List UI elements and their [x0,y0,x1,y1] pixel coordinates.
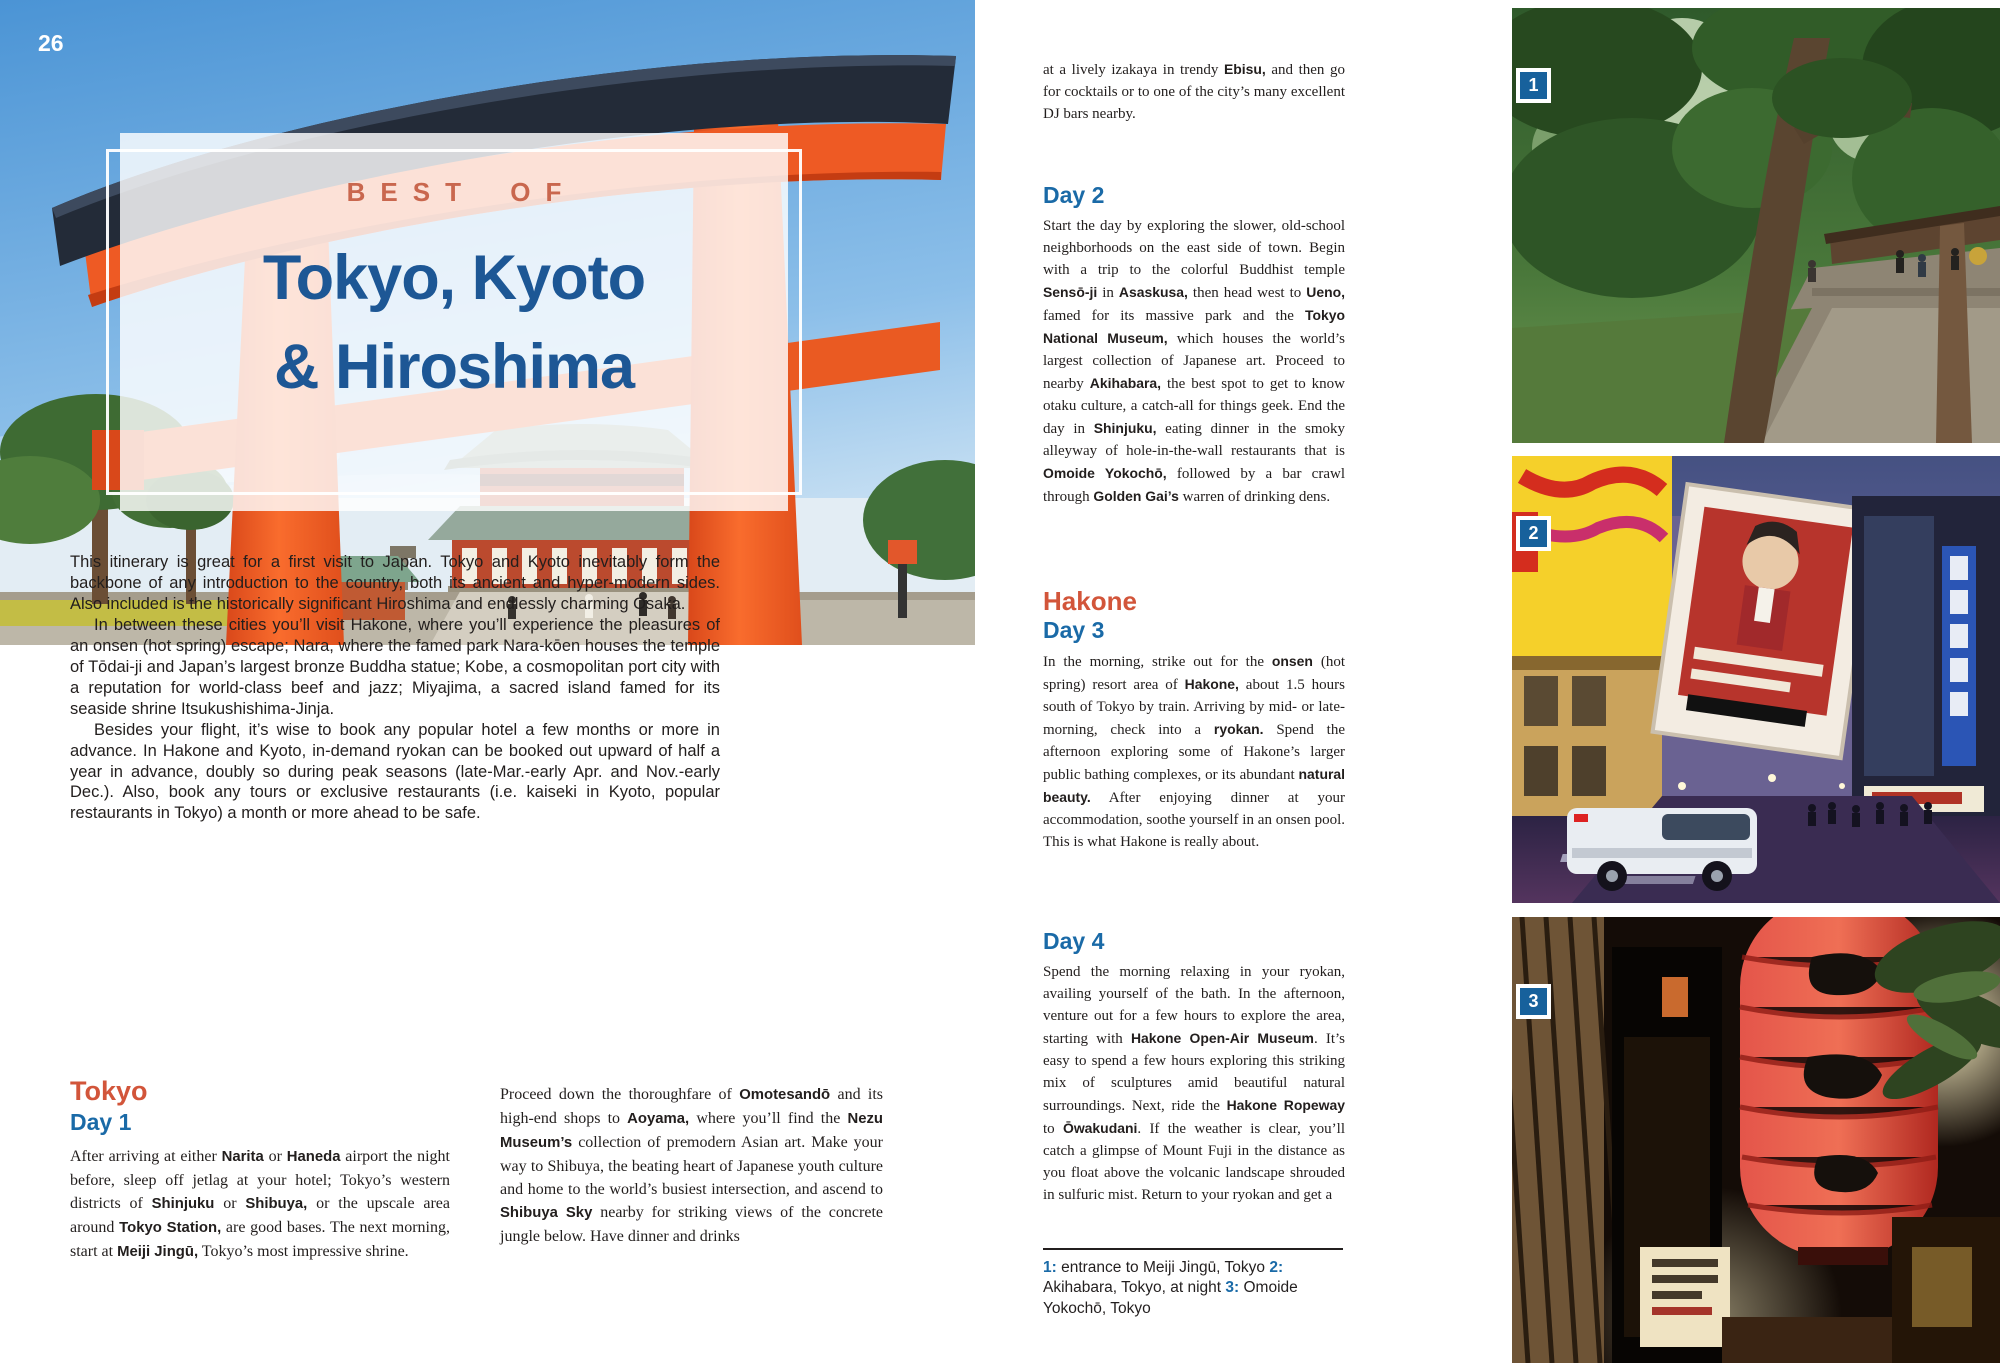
intro-paragraph-1: This itinerary is great for a first visit to Japan. Tokyo and Kyoto inevitably form the backbone of any introduction to the country, both its ancient and hyper-modern sides. Also included is the historically significant Hiroshima and endlessly charming Osaka. [70,553,720,613]
hero-photo [0,0,975,645]
photo-badge-3: 3 [1516,984,1551,1019]
title-line-1: Tokyo, Kyoto [262,243,646,313]
tokyo-day1-column [70,1076,450,1264]
photo-omoide-yokocho [1512,917,2000,1363]
meiji-jingu-illustration [1512,8,2000,443]
intro-paragraphs [70,552,720,824]
day3-text: In the morning, strike out for the onsen (hot spring) resort area of Hakone, about 1.5 hours south of Tokyo by train. Arriving by mid- or late-morning, check into a ryokan. Spend the afternoon exploring some of Hakone’s larger public bathing complexes, or its abundant natural beauty. After enjoying dinner at your accommodation, soothe yourself in an onsen pool. This is what Hakone is really about. [1043,653,1346,850]
title-line-2: & Hiroshima [273,332,635,403]
day1-text: After arriving at either Narita or Haneda airport the night before, sleep off jetlag at your hotel; Tokyo’s western districts of Shinjuku or Shibuya, or the upscale area around Tokyo Station, are good bases. The next morning, start at Meiji Jingū, Tokyo’s most impressive shrine. [70,1148,451,1260]
page-title [120,234,788,413]
day4-text: Spend the morning relaxing in your ryokan, availing yourself of the bath. In the afternoon, venture out for a few hours to explore the area, starting with Hakone Open-Air Museum. It’s easy to spend a few hours exploring this striking mix of sculptures amid beautiful natural surroundings. Next, ride the Hakone Ropeway to Ōwakudani. If the weather is clear, you’ll catch a glimpse of Mount Fuji in the distance as you float above the volcanic landscape shrouded in sulfuric mist. Return to your ryokan and get a [1043,964,1346,1203]
title-box [120,133,788,511]
day4-heading: Day 4 [1043,928,1105,954]
intro-paragraph-3: Besides your flight, it’s wise to book any popular hotel a few months or more in advance. In Hakone and Kyoto, in-demand ryokan can be booked out upward of half a year in advance, doubly so during peak seasons (late-Mar.-early Apr. and Nov.-early Dec.). Also, book any tours or exclusive restaurants (i.e. kaiseki in Kyoto, popular restaurants in Tokyo) a month or more ahead to be safe. [70,720,720,823]
series-kicker: BEST OF [346,177,577,207]
section-heading-hakone: Hakone [1043,586,1137,616]
omoide-yokocho-illustration [1512,917,2000,1363]
day2-block [1043,182,1345,508]
day1-continued-column [500,1083,883,1248]
day3-heading: Day 3 [1043,617,1105,643]
day2-heading: Day 2 [1043,182,1105,208]
photo-badge-2: 2 [1516,516,1551,551]
akihabara-illustration [1512,456,2000,903]
photo-caption-block [1043,1248,1345,1319]
section-heading-tokyo: Tokyo [70,1076,148,1106]
intro-paragraph-2: In between these cities you’ll visit Hakone, where you’ll experience the pleasures of an onsen (hot spring) escape; Nara, where the famed park Nara-kōen houses the temple of Tōdai-ji and Japan’s largest bronze Buddha statue; Kobe, a cosmopolitan port city with a reputation for world-class beef and jazz; Miyajima, a sacred island famed for its seaside shrine Itsukushishima-Jinja. [70,615,720,718]
photo-badge-1: 1 [1516,68,1551,103]
caption-divider [1043,1248,1343,1250]
day1-continued-text: Proceed down the thoroughfare of Omotesandō and its high-end shops to Aoyama, where you’ll find the Nezu Museum’s collection of premodern Asian art. Make your way to Shibuya, the beating heart of Japanese youth culture and home to the world’s busiest intersection, and ascend to Shibuya Sky nearby for striking views of the concrete jungle below. Have dinner and drinks [500,1086,884,1245]
photo-meiji-jingu [1512,8,2000,443]
right-text-column [1043,0,1345,1363]
day1-end-text: at a lively izakaya in trendy Ebisu, and then go for cocktails or to one of the city’s many excellent DJ bars nearby. [1043,61,1345,122]
hakone-day3-block [1043,586,1345,853]
photo-caption: 1: entrance to Meiji Jingū, Tokyo 2: Akihabara, Tokyo, at night 3: Omoide Yokochō, Tokyo [1043,1259,1298,1317]
day4-block [1043,928,1345,1206]
day2-text: Start the day by exploring the slower, old-school neighborhoods on the east side of town. Begin with a trip to the colorful Buddhist temple Sensō-ji in Asaskusa, then head west to Ueno, famed for its massive park and the Tokyo National Museum, which houses the world’s largest collection of Japanese art. Proceed to nearby Akihabara, the best spot to get to know otaku culture, a catch-all for things geek. End the day in Shinjuku, eating dinner in the smoky alleyway of hole-in-the-wall restaurants that is Omoide Yokochō, followed by a bar crawl through Golden Gai’s warren of drinking dens. [1043,218,1345,505]
photo-akihabara [1512,456,2000,903]
day1-end-block [1043,58,1345,125]
page-number: 26 [38,30,64,56]
day1-heading: Day 1 [70,1109,132,1135]
